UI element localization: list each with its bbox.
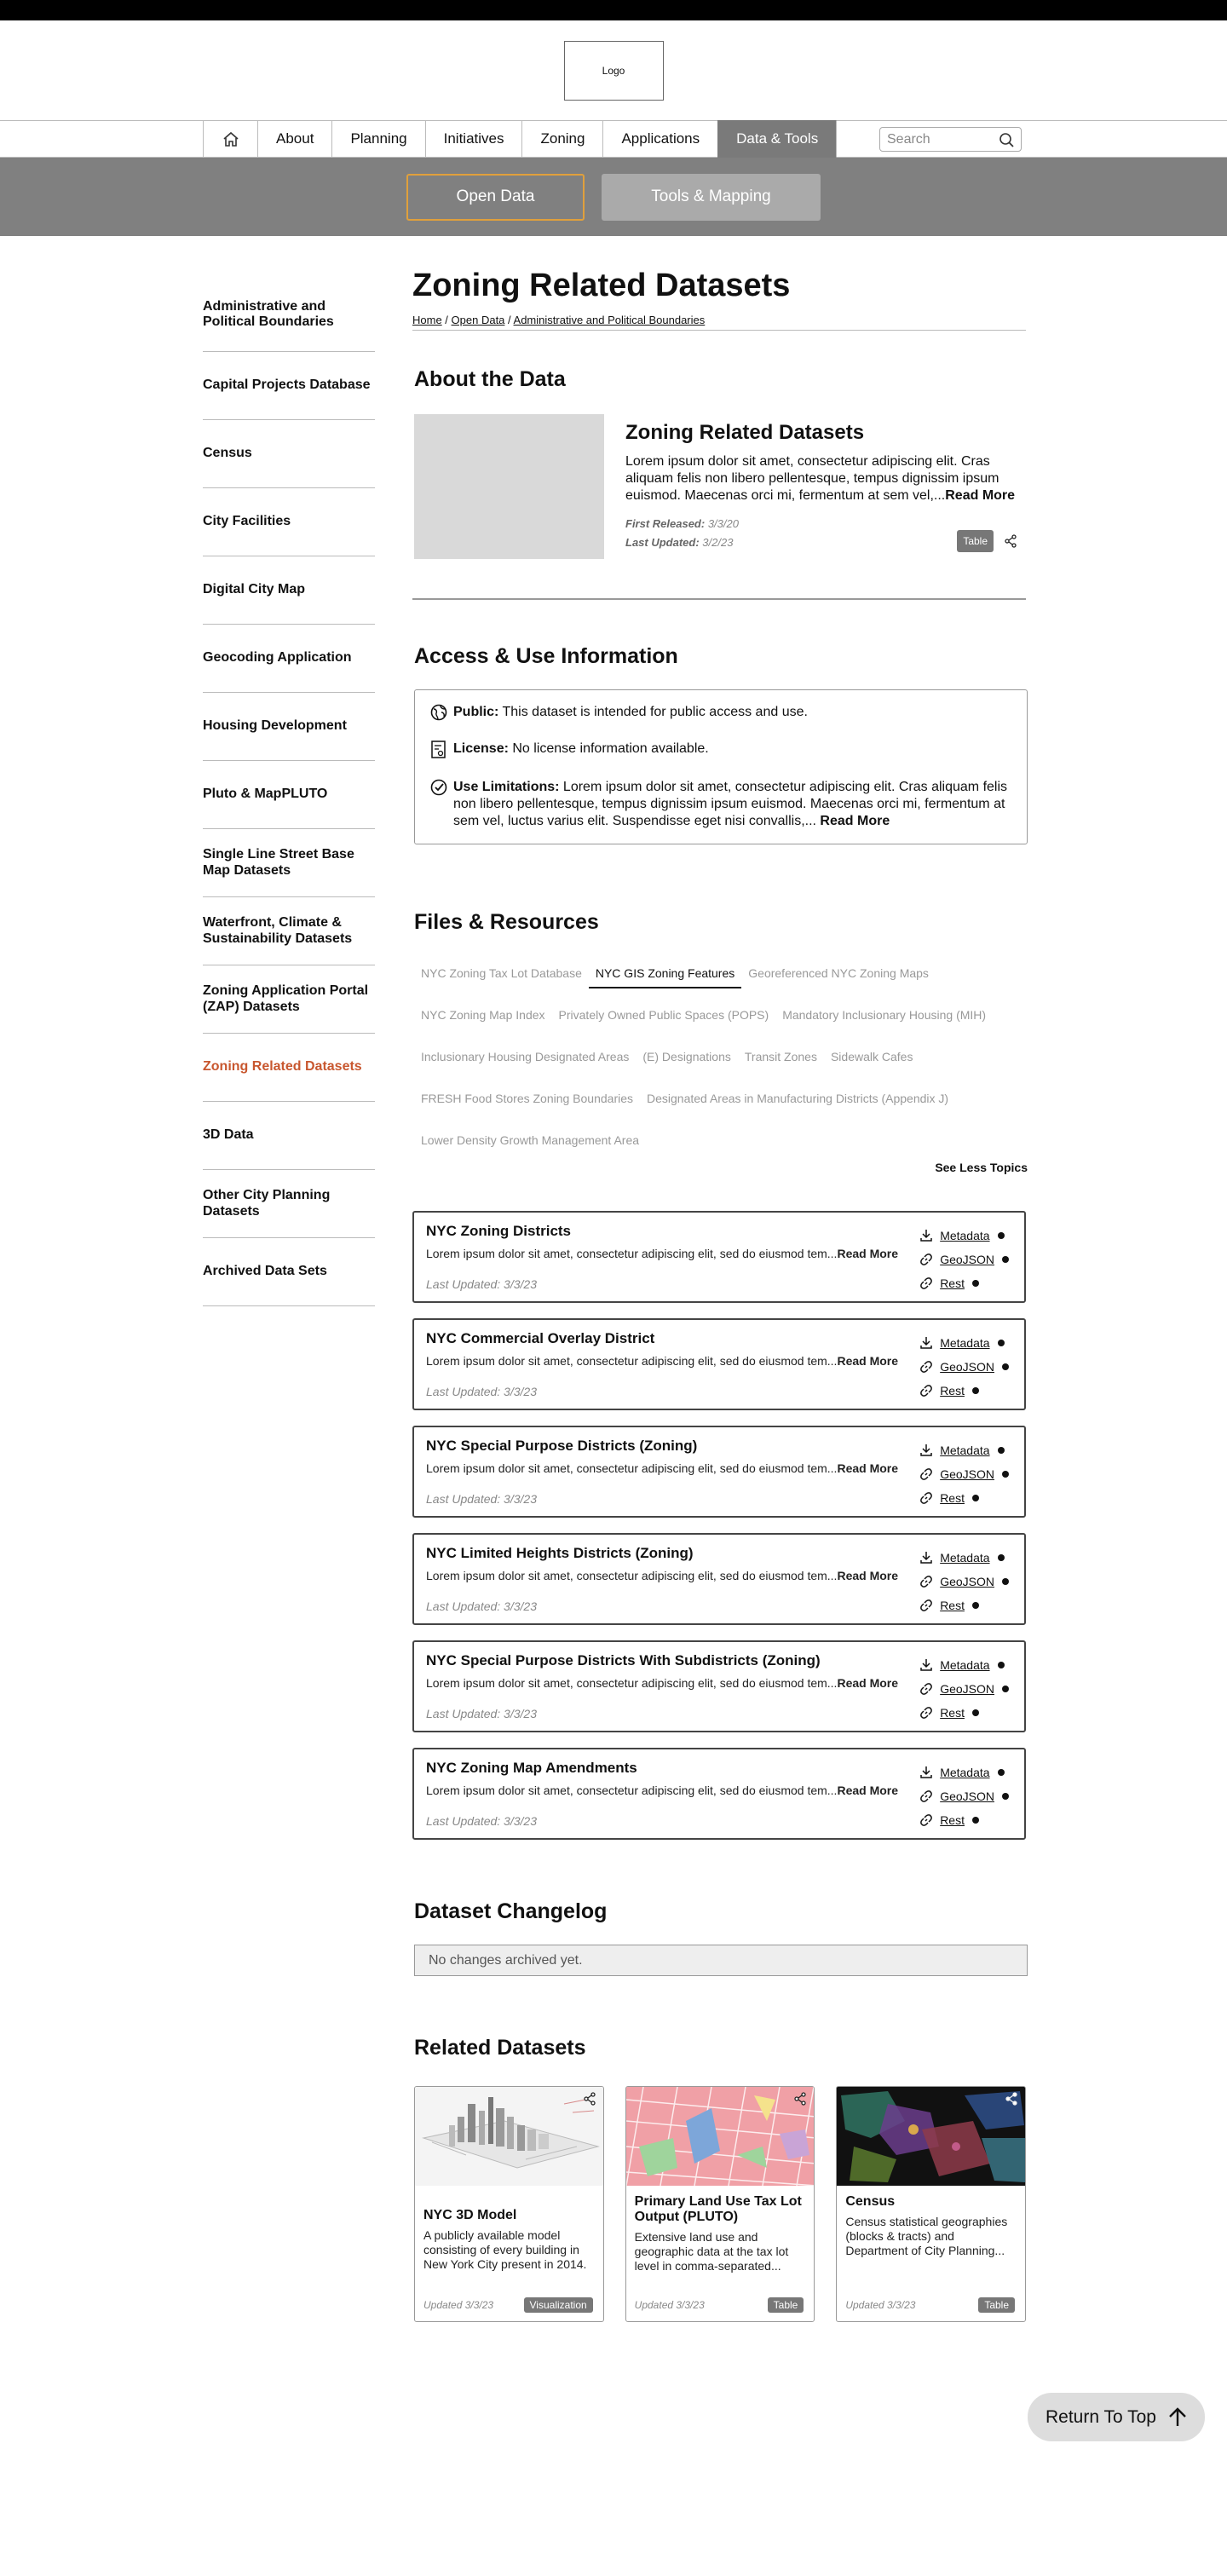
limitations-label: Use Limitations: [453,780,560,794]
sidebar-item-digital-city-map[interactable]: Digital City Map [203,556,375,625]
resource-desc: Lorem ipsum dolor sit amet, consectetur adipiscing elit, sed do eiusmod tem... [426,1676,838,1690]
resource-card [412,1211,1026,1303]
nav-initiatives[interactable]: Initiatives [425,120,522,158]
topic-fresh[interactable]: FRESH Food Stores Zoning Boundaries [421,1091,634,1105]
about-title: Zoning Related Datasets [625,421,865,444]
related-tag: Table [768,2297,804,2313]
resource-title: NYC Commercial Overlay District [426,1330,655,1346]
resource-read-more[interactable]: Read More [837,1784,899,1797]
info-icon[interactable] [1002,1578,1009,1585]
limitations-text: Lorem ipsum dolor sit amet, consectetur adipiscing elit. Cras aliquam felis non libero pellentesque, tempus dignissim ipsum euismod. Maecenas orci mi, fermentum at sem vel, luctus varius elit. Suspendisse eget nisi convallis,... [453,780,1008,828]
related-desc: Census statistical geographies (blocks & tracts) and Department of City Planning... [845,2215,1008,2257]
related-updated: Updated 3/3/23 [845,2299,916,2311]
topic-inclusionary[interactable]: Inclusionary Housing Designated Areas [421,1049,630,1063]
related-card-census[interactable] [836,2086,1026,2322]
last-updated-label: Last Updated: [625,536,700,549]
geojson-link[interactable]: GeoJSON [940,1360,994,1374]
related-desc: A publicly available model consisting of every building in New York City present in 2014. [423,2228,587,2271]
resource-read-more[interactable]: Read More [837,1247,899,1260]
license-label: License: [453,741,509,756]
link-icon [919,1384,933,1397]
rest-link[interactable]: Rest [940,1813,965,1827]
resource-desc: Lorem ipsum dolor sit amet, consectetur adipiscing elit, sed do eiusmod tem... [426,1569,838,1582]
topic-map-index[interactable]: NYC Zoning Map Index [421,1007,545,1022]
info-icon[interactable] [998,1662,1005,1668]
info-icon[interactable] [1002,1793,1009,1800]
topic-e-designations[interactable]: (E) Designations [642,1049,731,1063]
arrow-up-icon [1168,2407,1187,2428]
topic-lower-density[interactable]: Lower Density Growth Management Area [421,1132,640,1147]
related-title: Primary Land Use Tax Lot Output (PLUTO) [634,2194,802,2224]
resource-title: NYC Zoning Districts [426,1223,572,1239]
sidebar-item-street-base-map[interactable]: Single Line Street Base Map Datasets [203,829,375,897]
resource-title: NYC Zoning Map Amendments [426,1760,637,1776]
type-tag: Table [957,530,994,552]
access-public [430,704,1011,726]
related-title: NYC 3D Model [423,2208,517,2222]
public-label: Public: [453,705,499,719]
about-card [414,414,1026,559]
info-icon[interactable] [1002,1471,1009,1478]
info-icon[interactable] [998,1232,1005,1239]
related-cards [414,2086,1026,2322]
geojson-link[interactable]: GeoJSON [940,1682,994,1696]
page-title: Zoning Related Datasets [412,268,791,303]
nav-applications[interactable]: Applications [602,120,717,158]
topic-transit-zones[interactable]: Transit Zones [744,1049,817,1063]
link-icon [919,1813,933,1827]
city-model-illustration [415,2087,604,2186]
resource-title: NYC Special Purpose Districts With Subdistricts (Zoning) [426,1652,821,1668]
topic-appendix-j[interactable]: Designated Areas in Manufacturing Districts (Appendix J) [647,1091,949,1105]
related-tag: Visualization [524,2297,593,2313]
nav-home[interactable] [203,120,257,158]
info-icon[interactable] [998,1554,1005,1561]
link-icon [919,1491,933,1505]
limitations-read-more[interactable]: Read More [820,814,890,828]
dataset-thumbnail [414,414,604,559]
license-icon [430,741,447,759]
related-updated: Updated 3/3/23 [634,2299,705,2311]
info-icon[interactable] [998,1769,1005,1776]
link-icon [919,1467,933,1481]
rest-link[interactable]: Rest [940,1276,965,1290]
related-card-3d-model[interactable] [414,2086,604,2322]
search-placeholder: Search [887,131,930,147]
about-meta [625,515,1026,552]
nav-planning[interactable]: Planning [331,120,424,158]
about-body: Lorem ipsum dolor sit amet, consectetur adipiscing elit. Cras aliquam felis non libero pellentesque, tempus dignissim ipsum euismod. Maecenas orci mi, fermentum at sem vel,... [625,454,999,503]
download-icon [919,1766,933,1779]
sidebar-item-pluto[interactable]: Pluto & MapPLUTO [203,761,375,829]
breadcrumb-open-data[interactable]: Open Data [451,314,505,326]
info-icon[interactable] [972,1709,979,1716]
metadata-link[interactable]: Metadata [940,1336,990,1350]
return-to-top-label: Return To Top [1046,2406,1156,2427]
top-black-bar [0,0,1227,20]
sidebar-item-archived[interactable]: Archived Data Sets [203,1238,375,1306]
tools-mapping-button[interactable]: Tools & Mapping [602,174,821,221]
info-icon[interactable] [1002,1686,1009,1692]
rest-link[interactable]: Rest [940,1599,965,1612]
changelog-heading: Dataset Changelog [414,1899,608,1923]
info-icon[interactable] [972,1280,979,1287]
rest-link[interactable]: Rest [940,1706,965,1720]
sidebar-item-zoning-related[interactable]: Zoning Related Datasets [203,1034,375,1102]
sidebar-item-zap[interactable]: Zoning Application Portal (ZAP) Datasets [203,965,375,1034]
link-icon [919,1789,933,1803]
geojson-link[interactable]: GeoJSON [940,1575,994,1588]
resource-updated: Last Updated: 3/3/23 [426,1599,537,1613]
changelog-empty: No changes archived yet. [414,1945,1028,1976]
open-data-button[interactable]: Open Data [406,174,585,221]
first-released-value: 3/3/20 [707,517,739,530]
pluto-thumbnail [626,2087,815,2186]
nav-zoning[interactable]: Zoning [521,120,602,158]
return-to-top-button[interactable] [1028,2393,1205,2441]
home-icon [222,131,239,147]
section-divider [412,598,1026,600]
license-text: No license information available. [512,741,709,756]
rest-link[interactable]: Rest [940,1491,965,1505]
access-license [430,741,1011,764]
resource-card [412,1640,1026,1732]
resource-desc: Lorem ipsum dolor sit amet, consectetur adipiscing elit, sed do eiusmod tem... [426,1784,838,1797]
search-icon[interactable] [999,132,1014,147]
first-released-label: First Released: [625,517,706,530]
logo-area [0,20,1227,120]
resource-card [412,1533,1026,1625]
sidebar-item-census[interactable]: Census [203,420,375,488]
logo[interactable]: Logo [564,41,664,101]
resource-read-more[interactable]: Read More [837,1676,899,1690]
related-title: Census [845,2194,896,2209]
link-icon [919,1360,933,1374]
geojson-link[interactable]: GeoJSON [940,1789,994,1803]
3d-model-thumbnail [415,2087,603,2186]
download-icon [919,1444,933,1457]
rest-link[interactable]: Rest [940,1384,965,1397]
download-icon [919,1551,933,1565]
metadata-link[interactable]: Metadata [940,1766,990,1779]
topic-pops[interactable]: Privately Owned Public Spaces (POPS) [558,1007,769,1022]
download-icon [919,1229,933,1242]
geojson-link[interactable]: GeoJSON [940,1467,994,1481]
sidebar-item-housing[interactable]: Housing Development [203,693,375,761]
check-circle-icon [430,779,447,796]
link-icon [919,1575,933,1588]
link-icon [919,1599,933,1612]
topic-mih[interactable]: Mandatory Inclusionary Housing (MIH) [782,1007,987,1022]
related-tag: Table [978,2297,1015,2313]
sidebar-item-other[interactable]: Other City Planning Datasets [203,1170,375,1238]
info-icon[interactable] [1002,1363,1009,1370]
topic-sidewalk-cafes[interactable]: Sidewalk Cafes [830,1049,913,1063]
resource-read-more[interactable]: Read More [837,1461,899,1475]
resource-read-more[interactable]: Read More [837,1354,899,1368]
nav-data-tools[interactable]: Data & Tools [717,120,837,158]
main-content [412,268,1026,2322]
link-icon [919,1276,933,1290]
info-icon[interactable] [972,1387,979,1394]
download-icon [919,1336,933,1350]
metadata-link[interactable]: Metadata [940,1444,990,1457]
share-icon[interactable] [583,2092,596,2106]
breadcrumb: Home / Open Data / Administrative and Political Boundaries [412,314,1026,331]
resource-updated: Last Updated: 3/3/23 [426,1385,537,1398]
metadata-link[interactable]: Metadata [940,1658,990,1672]
resource-updated: Last Updated: 3/3/23 [426,1814,537,1828]
geojson-link[interactable]: GeoJSON [940,1253,994,1266]
metadata-link[interactable]: Metadata [940,1229,990,1242]
share-icon[interactable] [1005,2092,1018,2106]
info-icon[interactable] [972,1817,979,1824]
topic-gis-zoning-features[interactable]: NYC GIS Zoning Features [589,966,741,988]
resource-updated: Last Updated: 3/3/23 [426,1277,537,1291]
breadcrumb-admin-boundaries[interactable]: Administrative and Political Boundaries [513,314,706,326]
sidebar [203,273,375,1306]
download-icon [919,1658,933,1672]
resource-read-more[interactable]: Read More [837,1569,899,1582]
info-icon[interactable] [998,1447,1005,1454]
about-read-more[interactable]: Read More [945,488,1016,503]
info-icon[interactable] [1002,1256,1009,1263]
pluto-map-illustration [626,2087,815,2186]
topic-tax-lot-db[interactable]: NYC Zoning Tax Lot Database [421,965,582,980]
last-updated-value: 3/2/23 [702,536,734,549]
sidebar-item-capital-projects[interactable]: Capital Projects Database [203,352,375,420]
topic-georeferenced-maps[interactable]: Georeferenced NYC Zoning Maps [748,965,929,980]
census-thumbnail [837,2087,1025,2186]
resource-desc: Lorem ipsum dolor sit amet, consectetur adipiscing elit, sed do eiusmod tem... [426,1247,838,1260]
access-heading: Access & Use Information [414,644,678,668]
search-input[interactable] [879,127,1022,152]
link-icon [919,1682,933,1696]
globe-icon [430,704,447,721]
sidebar-item-city-facilities[interactable]: City Facilities [203,488,375,556]
info-icon[interactable] [972,1495,979,1501]
info-icon[interactable] [972,1602,979,1609]
breadcrumb-home[interactable]: Home [412,314,442,326]
resource-title: NYC Limited Heights Districts (Zoning) [426,1545,694,1561]
sub-nav [0,158,1227,236]
share-icon[interactable] [793,2092,807,2106]
related-updated: Updated 3/3/23 [423,2299,494,2311]
main-nav [0,120,1227,158]
link-icon [919,1253,933,1266]
resource-updated: Last Updated: 3/3/23 [426,1492,537,1506]
related-desc: Extensive land use and geographic data at the tax lot level in comma-separated... [634,2230,789,2273]
topic-list [414,952,1028,1174]
info-icon[interactable] [998,1340,1005,1346]
sidebar-item-waterfront[interactable]: Waterfront, Climate & Sustainability Datasets [203,897,375,965]
resource-desc: Lorem ipsum dolor sit amet, consectetur adipiscing elit, sed do eiusmod tem... [426,1461,838,1475]
link-icon [919,1706,933,1720]
resource-title: NYC Special Purpose Districts (Zoning) [426,1438,698,1454]
resource-card [412,1318,1026,1410]
nav-about[interactable]: About [257,120,331,158]
files-heading: Files & Resources [414,910,599,934]
sidebar-item-geocoding[interactable]: Geocoding Application [203,625,375,693]
sidebar-item-3d-data[interactable]: 3D Data [203,1102,375,1170]
resource-list [412,1211,1026,1840]
resource-card [412,1748,1026,1840]
share-icon[interactable] [1004,534,1017,548]
about-heading: About the Data [414,367,566,391]
metadata-link[interactable]: Metadata [940,1551,990,1565]
resource-desc: Lorem ipsum dolor sit amet, consectetur adipiscing elit, sed do eiusmod tem... [426,1354,838,1368]
related-heading: Related Datasets [414,2036,586,2060]
access-box [414,689,1028,844]
related-card-pluto[interactable] [625,2086,815,2322]
resource-card [412,1426,1026,1518]
census-map-illustration [837,2087,1026,2186]
sidebar-item-admin-boundaries[interactable]: Administrative and Political Boundaries [203,273,375,352]
see-less-topics-button[interactable]: See Less Topics [935,1161,1028,1174]
resource-updated: Last Updated: 3/3/23 [426,1707,537,1720]
access-limitations [430,779,1011,830]
about-description [625,453,1026,504]
public-text: This dataset is intended for public access and use. [502,705,808,719]
